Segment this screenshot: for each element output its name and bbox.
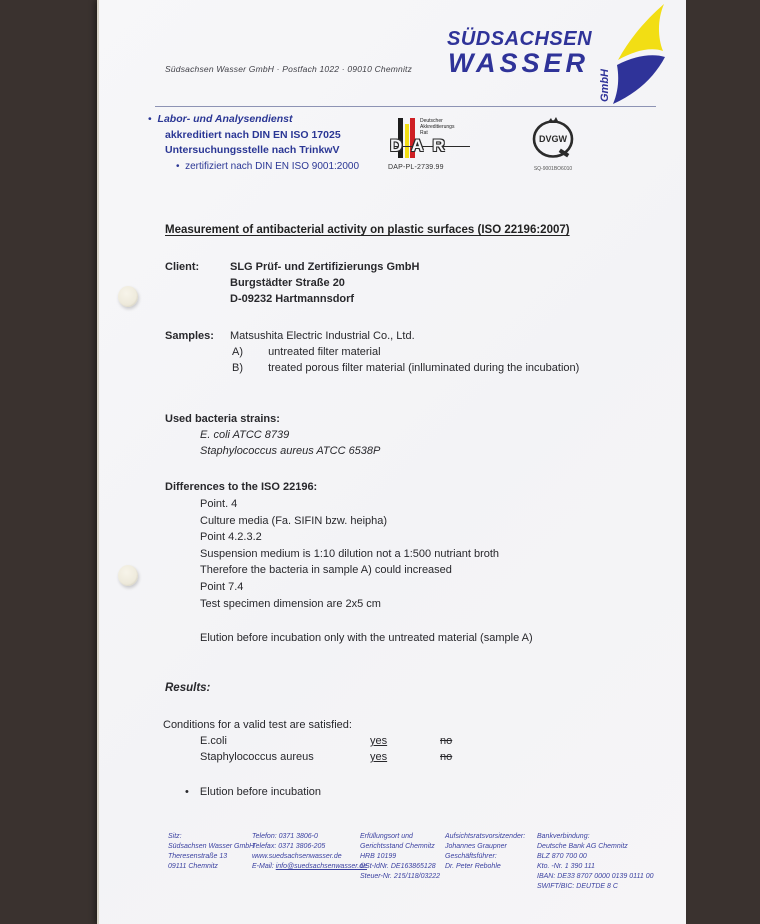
difference-line: Point. 4	[200, 498, 238, 510]
footer-website-link[interactable]: www.suedsachsenwasser.de	[252, 853, 342, 860]
sample-item-a	[232, 344, 381, 360]
conditions-heading: Conditions for a valid test are satisfied:	[163, 719, 352, 731]
bacteria-heading: Used bacteria strains:	[165, 413, 280, 425]
footer-column-registry: Erfüllungsort und Gerichtsstand Chemnitz HRB 10199 USt-IdNr. DE163865128 Steuer-Nr. 215/118/03222	[360, 833, 441, 880]
client-line: D-09232 Hartmannsdorf	[230, 293, 355, 305]
sender-address-line: Südsachsen Wasser GmbH · Postfach 1022 · 09010 Chemnitz	[165, 64, 413, 74]
footer-column-contact: Telefon: 0371 3806-0 Telefax: 0371 3806-205 www.suedsachsenwasser.de E-Mail: info@suedsachsenwasser.de	[252, 833, 368, 870]
bacteria-strain: Staphylococcus aureus ATCC 6538P	[200, 445, 381, 457]
svg-text:DVGW: DVGW	[539, 134, 567, 144]
bullet-icon: •	[176, 160, 180, 172]
footer-column-bank: Bankverbindung: Deutsche Bank AG Chemnitz BLZ 870 700 00 Kto. -Nr. 1 390 111 IBAN: DE33 8707 0000 0139 0111 00 SWIFT/BIC: DEUTDE 8 C	[537, 833, 654, 890]
logo-arrow-icon	[605, 3, 667, 105]
bacteria-strain: E. coli ATCC 8739	[200, 429, 290, 441]
dar-acronym: DAR	[390, 136, 454, 155]
sample-key: A)	[232, 346, 243, 358]
dvgw-registration-number: SQ-9001BO6010	[533, 166, 573, 172]
accreditation-block	[148, 112, 359, 174]
difference-line: Therefore the bacteria in sample A) could increased	[200, 564, 452, 577]
difference-line: Point 7.4	[200, 580, 244, 593]
footer-column-address: Sitz: Südsachsen Wasser GmbH Theresenstraße 13 09111 Chemnitz	[168, 833, 255, 870]
punch-hole-top	[118, 286, 138, 307]
samples-label: Samples:	[165, 330, 214, 342]
accreditation-line4: zertifiziert nach DIN EN ISO 9001:2000	[185, 160, 360, 172]
accreditation-line3: Untersuchungsstelle nach TrinkwV	[165, 144, 340, 156]
dar-accreditation-logo	[390, 118, 474, 178]
client-address	[230, 259, 419, 307]
difference-line: Culture media (Fa. SIFIN bzw. heipha)	[200, 514, 388, 527]
footer-column-management: Aufsichtsratsvorsitzender: Johannes Graupner Geschäftsführer: Dr. Peter Rebohle	[445, 833, 526, 870]
client-label: Client:	[165, 261, 200, 273]
condition-no-value: no	[440, 751, 453, 763]
difference-line: Point 4.2.3.2	[200, 531, 262, 544]
dvgw-certification-logo	[527, 115, 579, 172]
elution-note: Elution before incubation only with the untreated material (sample A)	[200, 632, 533, 644]
bullet-icon: •	[148, 113, 152, 125]
condition-no-value: no	[440, 735, 453, 747]
paper-sheet	[99, 0, 686, 924]
condition-yes-value: yes	[370, 751, 388, 763]
condition-row	[200, 733, 520, 749]
sample-text: untreated filter material	[268, 346, 381, 358]
sample-text: treated porous filter material (inlluminated during the incubation)	[268, 362, 580, 374]
logo-gmbh-suffix: GmbH	[599, 69, 611, 102]
samples-company: Matsushita Electric Industrial Co., Ltd.	[230, 330, 415, 342]
condition-organism: E.coli	[200, 735, 227, 747]
punch-hole-bottom	[118, 565, 138, 586]
bullet-icon: •	[185, 786, 189, 798]
accreditation-line1: Labor- und Analysendienst	[157, 113, 293, 125]
results-bullet-text: Elution before incubation	[199, 786, 322, 798]
accreditation-line2: akkreditiert nach DIN EN ISO 17025	[165, 128, 341, 141]
differences-heading: Differences to the ISO 22196:	[165, 481, 318, 493]
sample-key: B)	[232, 362, 243, 374]
dar-registration-number: DAP-PL-2739.99	[388, 164, 444, 171]
condition-row	[200, 749, 520, 765]
report-title: Measurement of antibacterial activity on plastic surfaces (ISO 22196:2007)	[165, 224, 570, 236]
client-line: Burgstädter Straße 20	[230, 277, 345, 289]
results-heading: Results:	[165, 682, 211, 694]
difference-line: Test specimen dimension are 2x5 cm	[200, 597, 381, 610]
sample-item-b	[232, 360, 579, 376]
header-divider	[155, 106, 656, 107]
condition-yes-value: yes	[370, 735, 388, 747]
differences-list	[200, 496, 499, 612]
footer-email-link[interactable]: info@suedsachsenwasser.de	[275, 863, 368, 870]
dar-org-text: Deutscher Akkreditierungs Rat	[420, 118, 455, 136]
client-line: SLG Prüf- und Zertifizierungs GmbH	[230, 261, 420, 273]
dvgw-seal-icon	[529, 115, 577, 161]
logo-wordmark-line1: SÜDSACHSEN	[447, 28, 593, 50]
results-bullet-note	[185, 784, 321, 800]
logo-wordmark-line2: WASSER	[448, 48, 590, 78]
difference-line: Suspension medium is 1:10 dilution not a 1:500 nutriant broth	[200, 547, 500, 560]
condition-organism: Staphylococcus aureus	[200, 751, 314, 763]
